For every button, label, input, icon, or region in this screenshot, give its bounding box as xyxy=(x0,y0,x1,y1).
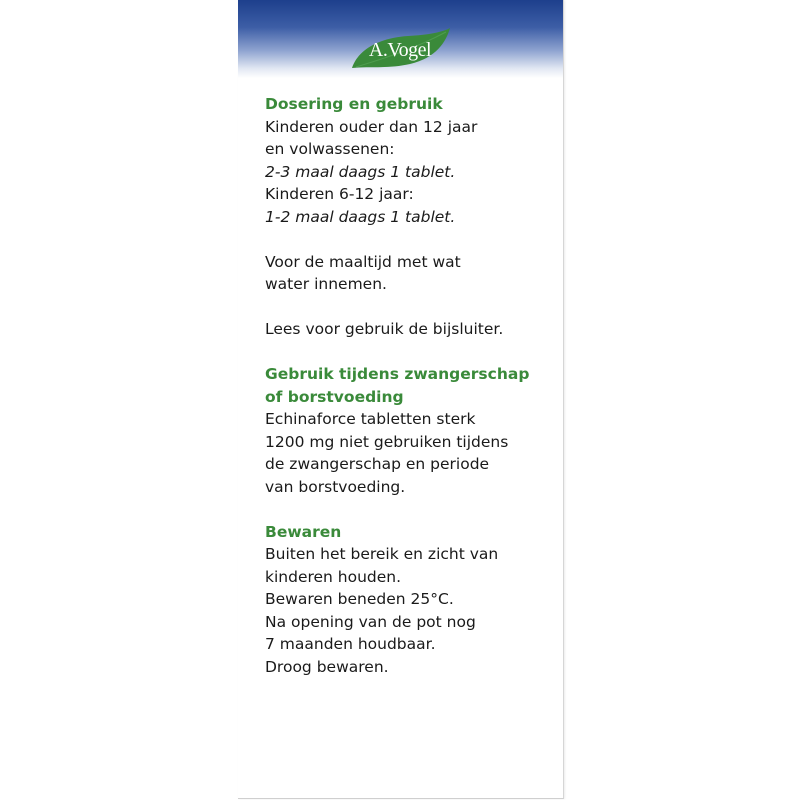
dosage-line: en volwassenen: xyxy=(265,140,395,158)
dosage-adult-amount: 2-3 maal daags 1 tablet. xyxy=(265,162,456,181)
intake-line: Voor de maaltijd met wat xyxy=(265,252,461,271)
dosage-child-amount: 1-2 maal daags 1 tablet. xyxy=(265,207,456,226)
storage-line: Na opening van de pot nog xyxy=(265,612,476,631)
dosage-heading: Dosering en gebruik xyxy=(265,95,443,113)
storage-line: Droog bewaren. xyxy=(265,657,389,676)
leaflet-paragraph xyxy=(265,318,555,341)
pregnancy-line: van borstvoeding. xyxy=(265,477,406,496)
pregnancy-line: 1200 mg niet gebruiken tijdens xyxy=(265,432,509,451)
package-side-panel xyxy=(238,0,564,799)
brand-logo xyxy=(348,28,452,72)
dosage-line: Kinderen 6-12 jaar: xyxy=(265,185,414,203)
dosage-line: Kinderen ouder dan 12 jaar xyxy=(265,117,478,136)
storage-section xyxy=(265,521,555,679)
pregnancy-line: de zwangerschap en periode xyxy=(265,455,490,473)
pregnancy-line: Echinaforce tabletten sterk xyxy=(265,410,476,428)
pregnancy-heading: of borstvoeding xyxy=(265,387,404,406)
storage-line: kinderen houden. xyxy=(265,567,402,586)
intake-paragraph xyxy=(265,251,555,296)
pregnancy-section xyxy=(265,363,555,498)
storage-line: 7 maanden houdbaar. xyxy=(265,635,436,653)
storage-heading: Bewaren xyxy=(265,522,342,541)
logo-text: A.Vogel xyxy=(368,39,432,61)
storage-line: Buiten het bereik en zicht van xyxy=(265,545,499,563)
storage-line: Bewaren beneden 25°C. xyxy=(265,590,454,608)
pregnancy-heading: Gebruik tijdens zwangerschap xyxy=(265,365,530,383)
dosage-section xyxy=(265,93,555,228)
product-info-text xyxy=(265,93,555,701)
intake-line: water innemen. xyxy=(265,275,387,293)
leaflet-note: Lees voor gebruik de bijsluiter. xyxy=(265,320,504,338)
